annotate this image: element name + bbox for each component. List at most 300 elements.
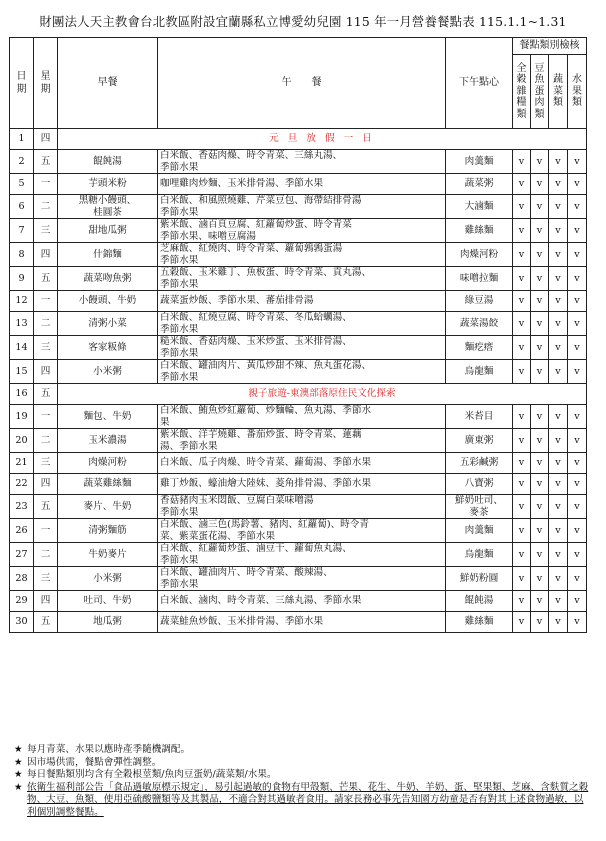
check-mark: v: [568, 174, 587, 195]
weekday-cell: 二: [34, 429, 58, 453]
lunch-line: 季節水果: [160, 554, 199, 566]
snack-line: 廣東粥: [464, 434, 494, 446]
menu-row: [10, 336, 587, 360]
menu-row: [10, 129, 587, 150]
breakfast-cell: [58, 519, 158, 543]
check-mark: v: [513, 495, 531, 519]
check-mark: v: [549, 474, 568, 495]
note-text: 每日餐點類別均含有全穀根莖類/魚肉豆蛋奶/蔬菜類/水果。: [27, 769, 277, 781]
header-check-vegetable: [549, 55, 568, 129]
check-mark: v: [549, 312, 568, 336]
breakfast-line: 黑糖小饅頭、: [78, 195, 137, 206]
day-cell: 14: [10, 336, 34, 360]
snack-line: 鮮奶粉圓: [459, 572, 499, 584]
snack-line: 大滷麵: [464, 200, 494, 212]
breakfast-line: 什錦麵: [93, 248, 122, 260]
day-cell: 26: [10, 519, 34, 543]
header-lunch: 午 餐: [158, 38, 446, 129]
check-mark: v: [513, 267, 531, 291]
check-mark: v: [531, 453, 549, 474]
breakfast-cell: [58, 195, 158, 219]
check-mark: v: [549, 567, 568, 591]
check-mark: v: [568, 312, 587, 336]
snack-cell: [446, 453, 513, 474]
breakfast-line: 小米粥: [93, 572, 122, 584]
check-mark: v: [549, 591, 568, 612]
lunch-line: 白米飯、罐油肉片、時令青菜、酸辣湯、: [160, 567, 333, 578]
snack-cell: [446, 519, 513, 543]
snack-line: 麥茶: [469, 506, 489, 518]
breakfast-line: 玉米濃湯: [88, 434, 127, 446]
check-mark: v: [531, 519, 549, 543]
breakfast-line: 麵包、牛奶: [83, 410, 132, 422]
snack-cell: [446, 405, 513, 429]
breakfast-cell: [58, 267, 158, 291]
check-mark: v: [513, 219, 531, 243]
lunch-line: 季節水果、味噌豆腐湯: [160, 230, 256, 242]
breakfast-line: 蔬菜吻魚粥: [83, 272, 132, 284]
lunch-line: 果: [160, 416, 170, 428]
snack-cell: [446, 312, 513, 336]
check-mark: v: [568, 429, 587, 453]
menu-row: [10, 567, 587, 591]
lunch-line: 湯、季節水果: [160, 440, 218, 452]
lunch-cell: [158, 150, 446, 174]
weekday-cell: 三: [34, 453, 58, 474]
breakfast-cell: [58, 453, 158, 474]
header-check-fruit-label: 水果類: [572, 74, 582, 109]
weekday-cell: 二: [34, 543, 58, 567]
header-check-protein: [531, 55, 549, 129]
snack-line: 餛飩湯: [464, 595, 494, 607]
breakfast-cell: [58, 219, 158, 243]
notes: [14, 744, 589, 820]
lunch-line: 紫米飯、洋芋燒雞、番茄炒蛋、時令青菜、蓮藕: [160, 429, 362, 440]
lunch-cell: [158, 174, 446, 195]
header-check-vegetable-label: 蔬菜類: [553, 74, 563, 109]
snack-line: 味噌拉麵: [459, 272, 499, 284]
check-mark: v: [568, 567, 587, 591]
lunch-cell: [158, 567, 446, 591]
snack-cell: [446, 291, 513, 312]
menu-row: [10, 360, 587, 384]
day-cell: 9: [10, 267, 34, 291]
breakfast-cell: [58, 543, 158, 567]
menu-row: [10, 291, 587, 312]
lunch-line: 白米飯、滷肉、時令青菜、三絲丸湯、季節水果: [160, 595, 362, 607]
check-mark: v: [513, 474, 531, 495]
check-mark: v: [513, 591, 531, 612]
snack-line: 八寶粥: [464, 478, 494, 490]
check-mark: v: [568, 267, 587, 291]
breakfast-line: 芋頭米粉: [88, 178, 127, 190]
star-icon: ★: [14, 756, 23, 768]
check-mark: v: [568, 474, 587, 495]
check-mark: v: [531, 267, 549, 291]
header-check-fruit: [568, 55, 587, 129]
check-mark: v: [568, 219, 587, 243]
weekday-cell: 五: [34, 612, 58, 633]
check-mark: v: [568, 543, 587, 567]
check-mark: v: [531, 429, 549, 453]
day-cell: 6: [10, 195, 34, 219]
lunch-cell: [158, 429, 446, 453]
lunch-line: 香菇豬肉玉米悶飯、豆腐白菜味噌湯: [160, 495, 314, 506]
check-mark: v: [513, 519, 531, 543]
header-snack: 下午點心: [446, 38, 513, 129]
lunch-line: 季節水果: [160, 254, 199, 266]
header-check-grain: [513, 55, 531, 129]
lunch-cell: [158, 267, 446, 291]
weekday-cell: 五: [34, 384, 58, 405]
snack-line: 雞絲麵: [464, 224, 494, 236]
weekday-cell: 一: [34, 405, 58, 429]
lunch-cell: [158, 519, 446, 543]
note-item: [14, 744, 589, 757]
breakfast-cell: [58, 429, 158, 453]
note-item: [14, 757, 589, 770]
breakfast-line: 麥片、牛奶: [83, 500, 132, 512]
check-mark: v: [568, 150, 587, 174]
lunch-line: 白米飯、紅燒豆腐、時令青菜、冬瓜蛤蠣湯、: [160, 312, 352, 323]
check-mark: v: [549, 543, 568, 567]
snack-cell: [446, 243, 513, 267]
lunch-line: 咖哩雞肉炒麵、玉米排骨湯、季節水果: [160, 178, 324, 190]
menu-row: [10, 267, 587, 291]
check-mark: v: [568, 591, 587, 612]
lunch-line: 白米飯、滷三色(馬鈴薯、豬肉、紅蘿蔔)、時令青: [160, 519, 369, 530]
header-day-label: 日期: [16, 71, 27, 95]
snack-cell: [446, 543, 513, 567]
check-mark: v: [513, 336, 531, 360]
breakfast-line: 清粥小菜: [88, 317, 127, 329]
lunch-line: 白米飯、瓜子肉燥、時令青菜、蘿蔔湯、季節水果: [160, 457, 372, 469]
header-check-grain-label: 全穀雜糧類: [516, 62, 527, 120]
weekday-cell: 一: [34, 519, 58, 543]
snack-cell: [446, 429, 513, 453]
menu-row: [10, 219, 587, 243]
check-mark: v: [513, 453, 531, 474]
day-cell: 5: [10, 174, 34, 195]
lunch-line: 蔬菜蛋炒飯、季節水果、蕃茄排骨湯: [160, 295, 314, 307]
lunch-line: 白米飯、紅蘿蔔炒蛋、滷豆干、蘿蔔魚丸湯、: [160, 543, 352, 554]
snack-cell: [446, 591, 513, 612]
breakfast-cell: [58, 243, 158, 267]
day-cell: 8: [10, 243, 34, 267]
header-weekday-label: 星期: [40, 71, 51, 95]
check-mark: v: [549, 453, 568, 474]
lunch-cell: [158, 219, 446, 243]
snack-cell: [446, 267, 513, 291]
check-mark: v: [568, 612, 587, 633]
menu-row: [10, 612, 587, 633]
lunch-line: 白米飯、鮪魚炒紅蘿蔔、炒麵輪、魚丸湯、季節水: [160, 405, 372, 416]
breakfast-cell: [58, 360, 158, 384]
check-mark: v: [531, 591, 549, 612]
breakfast-line: 吐司、牛奶: [83, 595, 132, 607]
menu-row: [10, 312, 587, 336]
header-day: [10, 38, 34, 129]
lunch-line: 五穀飯、玉米雞丁、魚板蛋、時令青菜、貢丸湯、: [160, 267, 372, 278]
check-mark: v: [568, 405, 587, 429]
header-weekday: [34, 38, 58, 129]
breakfast-line: 客家粄條: [88, 341, 127, 353]
day-cell: 12: [10, 291, 34, 312]
breakfast-cell: [58, 150, 158, 174]
check-mark: v: [549, 291, 568, 312]
check-mark: v: [549, 612, 568, 633]
note-item: [14, 769, 589, 782]
breakfast-line: 牛奶麥片: [88, 548, 127, 560]
check-mark: v: [549, 243, 568, 267]
lunch-cell: [158, 195, 446, 219]
check-mark: v: [531, 567, 549, 591]
menu-row: [10, 495, 587, 519]
weekday-cell: 四: [34, 591, 58, 612]
lunch-cell: [158, 312, 446, 336]
check-mark: v: [531, 174, 549, 195]
snack-cell: [446, 150, 513, 174]
check-mark: v: [531, 405, 549, 429]
snack-line: 肉羹麵: [464, 524, 494, 536]
breakfast-cell: [58, 174, 158, 195]
weekday-cell: 五: [34, 150, 58, 174]
breakfast-cell: [58, 495, 158, 519]
lunch-cell: [158, 591, 446, 612]
trip-cell: 親子旅遊-東澳部落原住民文化探索: [58, 384, 587, 405]
breakfast-line: 桂圓茶: [93, 206, 122, 218]
lunch-line: 芝麻飯、紅燒肉、時令青菜、蘿蔔鶉鶉蛋湯: [160, 243, 343, 254]
menu-row: [10, 429, 587, 453]
check-mark: v: [549, 360, 568, 384]
snack-line: 鮮奶吐司、: [455, 495, 503, 506]
menu-row: [10, 543, 587, 567]
breakfast-line: 餛飩湯: [93, 155, 122, 167]
menu-body: [10, 129, 587, 633]
weekday-cell: 二: [34, 312, 58, 336]
check-mark: v: [549, 405, 568, 429]
check-mark: v: [549, 495, 568, 519]
check-mark: v: [513, 195, 531, 219]
snack-line: 米苔目: [464, 410, 494, 422]
check-mark: v: [513, 243, 531, 267]
check-mark: v: [568, 243, 587, 267]
check-mark: v: [531, 312, 549, 336]
check-mark: v: [531, 291, 549, 312]
check-mark: v: [549, 267, 568, 291]
check-mark: v: [549, 195, 568, 219]
lunch-cell: [158, 474, 446, 495]
lunch-cell: [158, 291, 446, 312]
check-mark: v: [513, 174, 531, 195]
weekday-cell: 四: [34, 360, 58, 384]
snack-cell: [446, 360, 513, 384]
check-mark: v: [549, 174, 568, 195]
check-mark: v: [568, 291, 587, 312]
breakfast-cell: [58, 291, 158, 312]
check-mark: v: [531, 243, 549, 267]
check-mark: v: [513, 291, 531, 312]
snack-line: 蔬菜粥: [464, 178, 494, 190]
day-cell: 28: [10, 567, 34, 591]
lunch-line: 紫米飯、滷百頁豆腐、紅蘿蔔炒蛋、時令青菜: [160, 219, 352, 230]
check-mark: v: [513, 612, 531, 633]
snack-line: 肉羹麵: [464, 155, 494, 167]
snack-cell: [446, 219, 513, 243]
menu-table: [9, 37, 587, 633]
snack-line: 烏龍麵: [464, 365, 494, 377]
day-cell: 29: [10, 591, 34, 612]
weekday-cell: 四: [34, 474, 58, 495]
breakfast-line: 小米粥: [93, 365, 122, 377]
check-mark: v: [549, 219, 568, 243]
lunch-cell: [158, 336, 446, 360]
note-item: [14, 782, 589, 820]
day-cell: 21: [10, 453, 34, 474]
lunch-cell: [158, 243, 446, 267]
lunch-cell: [158, 543, 446, 567]
snack-cell: [446, 174, 513, 195]
lunch-cell: [158, 360, 446, 384]
check-mark: v: [513, 429, 531, 453]
note-text: 每月青菜、水果以應時產季隨機調配。: [27, 744, 191, 755]
lunch-line: 蔬菜鮭魚炒飯、玉米排骨湯、季節水果: [160, 616, 324, 628]
menu-row: [10, 174, 587, 195]
header-check-group: 餐點類別檢核: [513, 38, 587, 55]
note-text: 因市場供需，餐點會彈性調整。: [27, 756, 162, 768]
snack-line: 雞絲麵: [464, 616, 494, 628]
weekday-cell: 五: [34, 267, 58, 291]
snack-cell: [446, 612, 513, 633]
star-icon: ★: [14, 781, 23, 793]
lunch-line: 白米飯、和風照燒雞、芹菜豆包、海帶結排骨湯: [160, 195, 362, 206]
lunch-line: 季節水果: [160, 371, 199, 383]
weekday-cell: 四: [34, 243, 58, 267]
star-icon: ★: [14, 769, 23, 781]
breakfast-cell: [58, 405, 158, 429]
snack-cell: [446, 474, 513, 495]
day-cell: 1: [10, 129, 34, 150]
day-cell: 30: [10, 612, 34, 633]
lunch-line: 季節水果: [160, 278, 199, 290]
snack-cell: [446, 195, 513, 219]
snack-line: 綠豆湯: [464, 295, 494, 307]
check-mark: v: [568, 336, 587, 360]
lunch-line: 季節水果: [160, 506, 199, 518]
weekday-cell: 三: [34, 567, 58, 591]
breakfast-line: 甜地瓜粥: [88, 224, 127, 236]
snack-line: 烏龍麵: [464, 548, 494, 560]
snack-cell: [446, 336, 513, 360]
lunch-cell: [158, 495, 446, 519]
check-mark: v: [531, 336, 549, 360]
day-cell: 27: [10, 543, 34, 567]
breakfast-line: 地瓜粥: [93, 616, 122, 628]
menu-row: [10, 519, 587, 543]
check-mark: v: [568, 495, 587, 519]
lunch-line: 季節水果: [160, 323, 199, 335]
menu-row: [10, 453, 587, 474]
day-cell: 23: [10, 495, 34, 519]
page-title: 財團法人天主教會台北教區附設宜蘭縣私立博愛幼兒園 115 年一月營養餐點表 115.1.1~1.31: [39, 14, 567, 29]
breakfast-cell: [58, 612, 158, 633]
check-mark: v: [531, 219, 549, 243]
check-mark: v: [568, 519, 587, 543]
lunch-line: 糙米飯、香菇肉燥、玉米炒蛋、玉米排骨湯、: [160, 336, 352, 347]
check-mark: v: [531, 360, 549, 384]
breakfast-line: 小饅頭、牛奶: [78, 295, 137, 307]
breakfast-cell: [58, 474, 158, 495]
check-mark: v: [568, 453, 587, 474]
day-cell: 2: [10, 150, 34, 174]
lunch-line: 季節水果: [160, 347, 199, 359]
lunch-line: 季節水果: [160, 206, 199, 218]
check-mark: v: [549, 150, 568, 174]
day-cell: 7: [10, 219, 34, 243]
lunch-line: 季節水果: [160, 578, 199, 590]
snack-line: 蔬菜湯餃: [459, 317, 499, 329]
check-mark: v: [531, 495, 549, 519]
menu-row: [10, 384, 587, 405]
day-cell: 13: [10, 312, 34, 336]
weekday-cell: 二: [34, 195, 58, 219]
check-mark: v: [549, 429, 568, 453]
weekday-cell: 三: [34, 219, 58, 243]
menu-row: [10, 591, 587, 612]
breakfast-line: 肉燥河粉: [88, 457, 127, 469]
check-mark: v: [531, 474, 549, 495]
check-mark: v: [531, 150, 549, 174]
check-mark: v: [531, 195, 549, 219]
lunch-cell: [158, 612, 446, 633]
check-mark: v: [568, 195, 587, 219]
check-mark: v: [549, 519, 568, 543]
lunch-line: 白米飯、罐油肉片、黃瓜炒甜不辣、魚丸蛋花湯、: [160, 360, 372, 371]
breakfast-line: 蔬菜雞絲麵: [83, 478, 132, 490]
check-mark: v: [531, 543, 549, 567]
lunch-line: 白米飯、香菇肉燥、時令青菜、三絲丸湯、: [160, 150, 343, 161]
snack-line: 肉燥河粉: [459, 248, 499, 260]
lunch-line: 季節水果: [160, 161, 199, 173]
holiday-cell: 元 旦 放 假 一 日: [58, 129, 587, 150]
check-mark: v: [513, 567, 531, 591]
check-mark: v: [568, 360, 587, 384]
menu-row: [10, 195, 587, 219]
snack-line: 五彩鹹粥: [459, 457, 499, 469]
snack-cell: [446, 495, 513, 519]
check-mark: v: [513, 312, 531, 336]
weekday-cell: 四: [34, 129, 58, 150]
day-cell: 16: [10, 384, 34, 405]
weekday-cell: 一: [34, 174, 58, 195]
weekday-cell: 一: [34, 291, 58, 312]
check-mark: v: [513, 150, 531, 174]
check-mark: v: [513, 543, 531, 567]
menu-row: [10, 243, 587, 267]
breakfast-cell: [58, 312, 158, 336]
breakfast-cell: [58, 336, 158, 360]
day-cell: 19: [10, 405, 34, 429]
check-mark: v: [513, 360, 531, 384]
day-cell: 15: [10, 360, 34, 384]
weekday-cell: 三: [34, 336, 58, 360]
header-breakfast: 早餐: [58, 38, 158, 129]
check-mark: v: [549, 336, 568, 360]
breakfast-line: 清粥麵筋: [88, 524, 127, 536]
day-cell: 20: [10, 429, 34, 453]
lunch-cell: [158, 405, 446, 429]
menu-row: [10, 474, 587, 495]
